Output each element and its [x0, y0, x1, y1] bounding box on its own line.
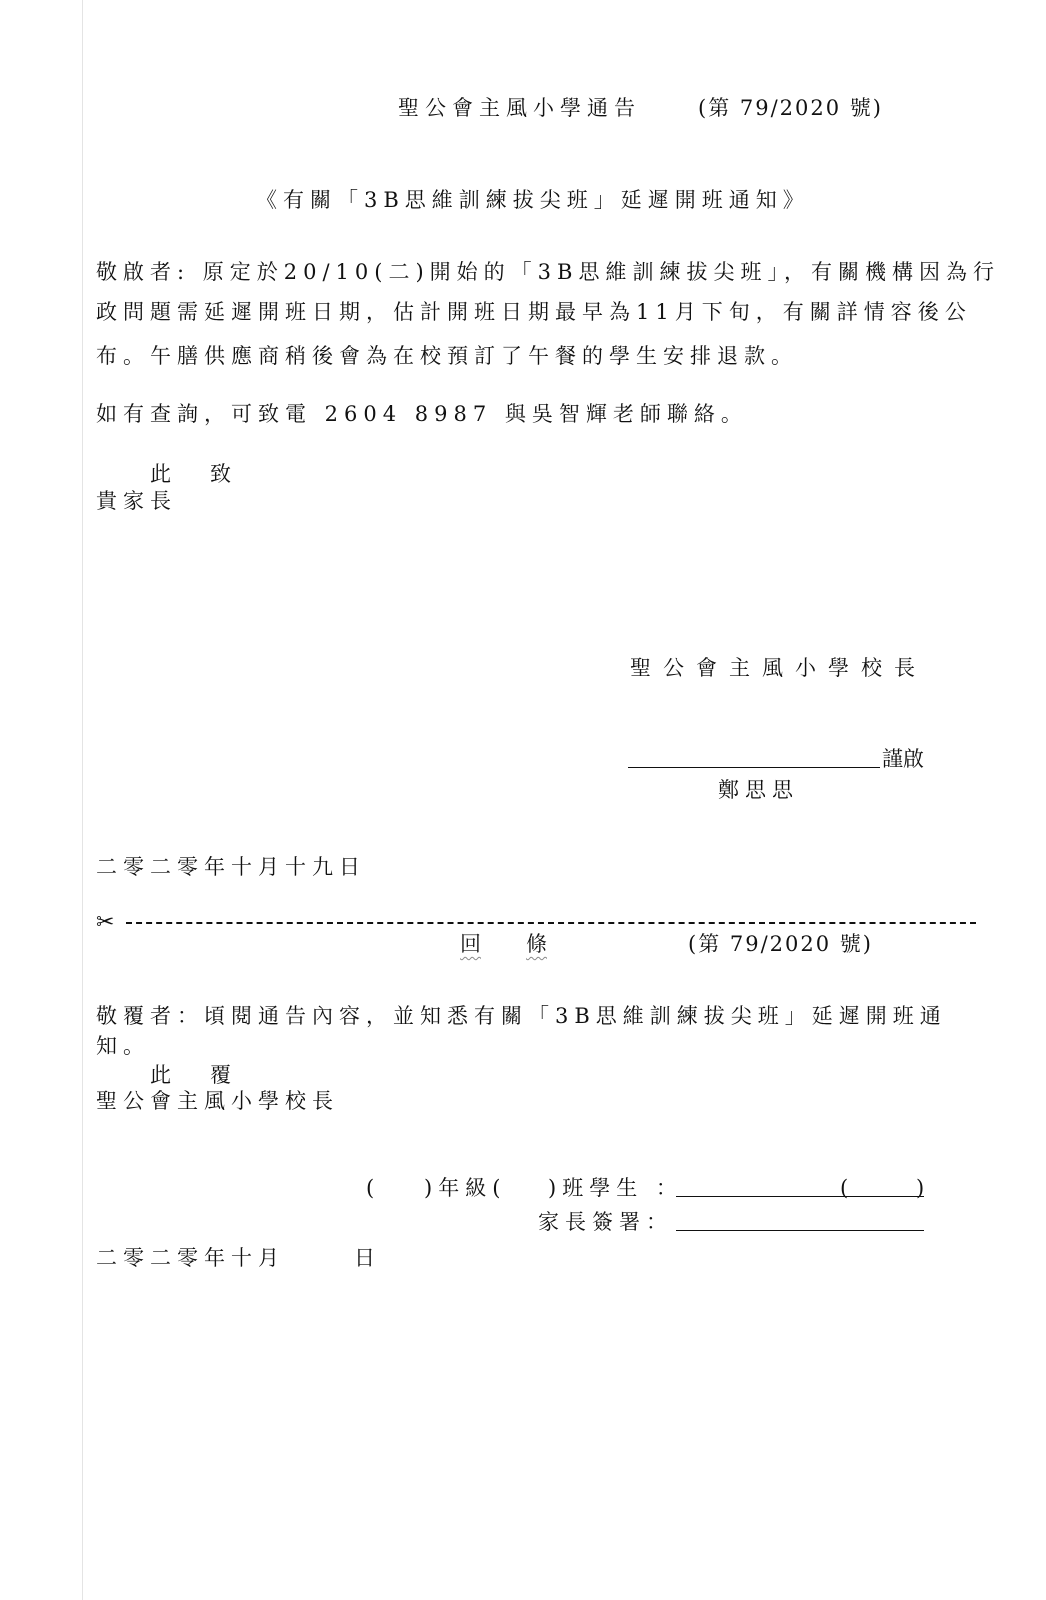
student-name-field[interactable]: [676, 1196, 924, 1197]
sign-off: 謹啟: [882, 747, 924, 771]
reply-date-prefix: 二零二零年十月: [96, 1246, 285, 1270]
reply-closing-fu: 覆: [210, 1063, 231, 1087]
sender-title: 聖公會主風小學校長: [630, 656, 927, 680]
class-number-close-paren: ): [916, 1176, 925, 1200]
scissors-icon: ✂: [96, 910, 115, 935]
dashed-divider: [126, 922, 976, 924]
notice-body-line-3: 布。午膳供應商稍後會為在校預訂了午餐的學生安排退款。: [96, 344, 798, 368]
reply-title-hui: 回: [460, 932, 481, 956]
reply-closing-ci: 此: [150, 1063, 171, 1087]
class-student-label: )班學生 ：: [548, 1176, 683, 1200]
page-margin-line: [82, 0, 83, 1600]
notice-subject: 《有關「3B思維訓練拔尖班」延遲開班通知》: [256, 188, 810, 212]
school-notice-title: 聖公會主風小學通告: [398, 96, 641, 120]
notice-date: 二零二零年十月十九日: [96, 855, 366, 879]
grade-label: )年級(: [424, 1176, 507, 1200]
closing-ci: 此: [150, 462, 171, 486]
grade-open-paren: (: [366, 1176, 375, 1200]
reply-addressee: 聖公會主風小學校長: [96, 1089, 339, 1113]
reply-title-tiao: 條: [526, 932, 547, 956]
notice-body-line-2: 政問題需延遲開班日期，估計開班日期最早為11月下旬，有關詳情容後公: [96, 300, 972, 324]
reply-body-line-2: 知。: [96, 1034, 150, 1058]
parent-signature-field[interactable]: [676, 1230, 924, 1231]
reply-body-line-1: 敬覆者：頃閱通告內容，並知悉有關「3B思維訓練拔尖班」延遲開班通: [96, 1004, 947, 1028]
notice-body-line-1: 敬啟者: 原定於20/10(二)開始的「3B思維訓練拔尖班」，有關機構因為行: [96, 260, 1000, 284]
reply-date-day: 日: [354, 1246, 375, 1270]
reply-notice-number: (第 79/2020 號): [688, 932, 873, 956]
notice-number: (第 79/2020 號): [698, 96, 883, 120]
signature-line: [628, 767, 880, 768]
recipient: 貴家長: [96, 489, 177, 513]
principal-name: 鄭思思: [718, 778, 799, 802]
enquiry-line: 如有查詢，可致電 2604 8987 與吳智輝老師聯絡。: [96, 402, 748, 426]
parent-signature-label: 家長簽署：: [538, 1210, 673, 1234]
class-number-open-paren: (: [840, 1176, 849, 1200]
closing-zhi: 致: [210, 462, 231, 486]
